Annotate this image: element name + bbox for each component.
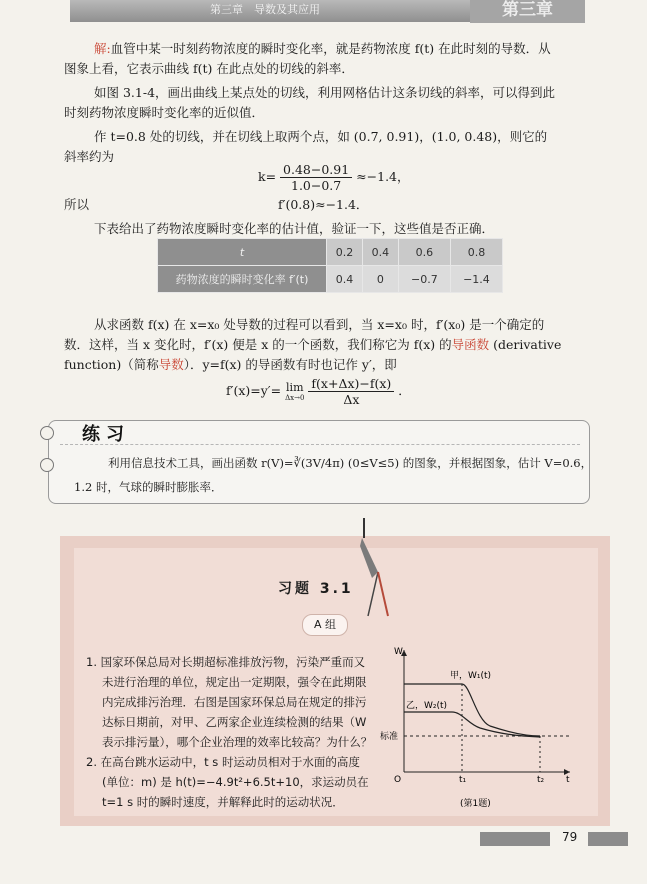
solution-line-1 [94,38,551,60]
table-intro: 下表给出了药物浓度瞬时变化率的估计值，验证一下，这些值是否正确． [94,221,495,236]
term-derived-function: 导函数 [451,337,490,352]
question-line: 表示排污量），哪个企业治理的效率比较高？为什么？ [102,735,373,749]
question-2 [86,752,369,812]
page-number: 79 [562,830,578,844]
table-header-row [158,239,503,266]
question-line: 2. 在高台跳水运动中，t s 时运动员相对于水面的高度 [86,755,360,769]
solution-line-3: 如图 3.1-4，画出曲线上某点处的切线，利用网格估计这条切线的斜率，可以得到此 [94,85,556,100]
derivative-line-2 [64,334,561,356]
graph-t2-label: t₂ [537,775,545,785]
compass-icon [354,516,400,620]
quotient-numerator: f(x+Δx)−f(x) [308,376,394,392]
practice-divider [60,444,580,445]
footer-bar-right [588,832,628,846]
table-cell: −0.7 [398,266,450,293]
fprime-value: f′(0.8)≈−1.4． [278,197,369,212]
derivative-line-1: 从求函数 f(x) 在 x=x₀ 处导数的过程可以看到，当 x=x₀ 时，f′(x₀) 是一个确定的 [94,317,545,332]
derivative-text: function)（简称 [64,357,159,372]
derivative-english: (derivative [493,337,562,352]
chapter-tag: 第三章 [470,0,585,23]
formula-end: ． [398,383,411,398]
table-row [158,266,503,293]
table-header-cell: 0.8 [450,239,502,266]
question-line: 1. 国家环保总局对长期超标准排放污物，污染严重而又 [86,655,366,669]
solution-label: 解: [94,41,111,56]
table-cell: 0.4 [327,266,363,293]
practice-title: 练习 [82,424,130,445]
question-line: t=1 s 时的瞬时速度，并解释此时的运动状况． [102,795,344,809]
term-derivative: 导数 [158,357,184,372]
table-cell: 0 [362,266,398,293]
table-cell: −1.4 [450,266,502,293]
slope-numerator: 0.48−0.91 [280,162,352,178]
limit-text: lim [286,381,304,394]
question-line: (单位：m) 是 h(t)=−4.9t²+6.5t+10，求运动员在 [102,775,369,789]
binder-ring-icon [40,426,54,440]
practice-line-2: 1.2 时，气球的瞬时膨胀率． [74,480,223,494]
graph-origin-label: O [394,775,402,785]
graph-jia-label: 甲，W₁(t) [450,671,492,681]
derivative-line-3 [64,354,397,376]
solution-text: 血管中某一时刻药物浓度的瞬时变化率，就是药物浓度 f(t) 在此时刻的导数．从 [110,41,551,56]
exercise-title: 习题 3.1 [278,581,354,597]
formula-lhs: f′(x)=y′= [226,383,282,398]
graph-w-label: W [394,647,403,657]
binder-ring-icon [40,458,54,472]
limit-symbol [285,381,304,402]
chapter-title: 第三章 导数及其应用 [210,3,320,16]
graph-std-label: 标准 [380,732,399,742]
solution-line-6: 斜率约为 [64,149,115,164]
table-header-cell: 0.4 [362,239,398,266]
solution-line-4: 时刻药物浓度瞬时变化率的近似值． [64,105,265,120]
graph-t-label: t [566,775,570,785]
slope-rhs: ≈−1.4， [356,169,410,184]
derivative-text: ）．y=f(x) 的导函数有时也记作 y′，即 [183,357,397,372]
table-header-cell: 0.2 [327,239,363,266]
derivative-text: 数．这样，当 x 变化时，f′(x) 便是 x 的一个函数，我们称它为 f(x) 的 [64,337,452,352]
suoyi-label: 所以 [64,197,90,212]
graph-t1-label: t₁ [459,775,467,785]
graph-yi-label: 乙，W₂(t) [406,701,448,711]
solution-line-2: 图象上看，它表示曲线 f(t) 在此点处的切线的斜率． [64,61,354,76]
curve-yi [404,712,540,737]
question-1 [86,652,372,752]
question-line: 未进行治理的单位，规定出一定期限，强令在此期限 [102,675,367,689]
slope-denominator: 1.0−0.7 [291,178,342,193]
derivative-formula [226,376,411,407]
quotient-denominator: Δx [343,392,360,407]
rate-table [157,238,503,293]
table-header-cell: 0.6 [398,239,450,266]
difference-quotient [308,376,394,407]
pollution-graph [380,640,580,815]
slope-lhs: k= [258,169,277,184]
practice-line-1: 利用信息技术工具，画出函数 r(V)=∛(3V/4π) (0≤V≤5) 的图象，并根据图象，估计 V=0.6， [108,456,593,470]
table-row-label: 药物浓度的瞬时变化率 f′(t) [158,266,327,293]
question-line: 达标日期前，对甲、乙两家企业连续检测的结果（W [102,715,367,729]
graph-caption: (第1题) [460,799,491,809]
table-header-cell: t [158,239,327,266]
footer-bar-left [480,832,550,846]
solution-line-5: 作 t=0.8 处的切线，并在切线上取两个点，如 (0.7, 0.91)，(1.0, 0.48)，则它的 [94,129,548,144]
slope-fraction [280,162,352,193]
group-a-badge: A 组 [302,614,348,636]
limit-subscript: Δx→0 [285,394,305,402]
question-line: 内完成排污治理．右图是国家环保总局在规定的排污 [102,695,367,709]
slope-formula [258,162,410,193]
